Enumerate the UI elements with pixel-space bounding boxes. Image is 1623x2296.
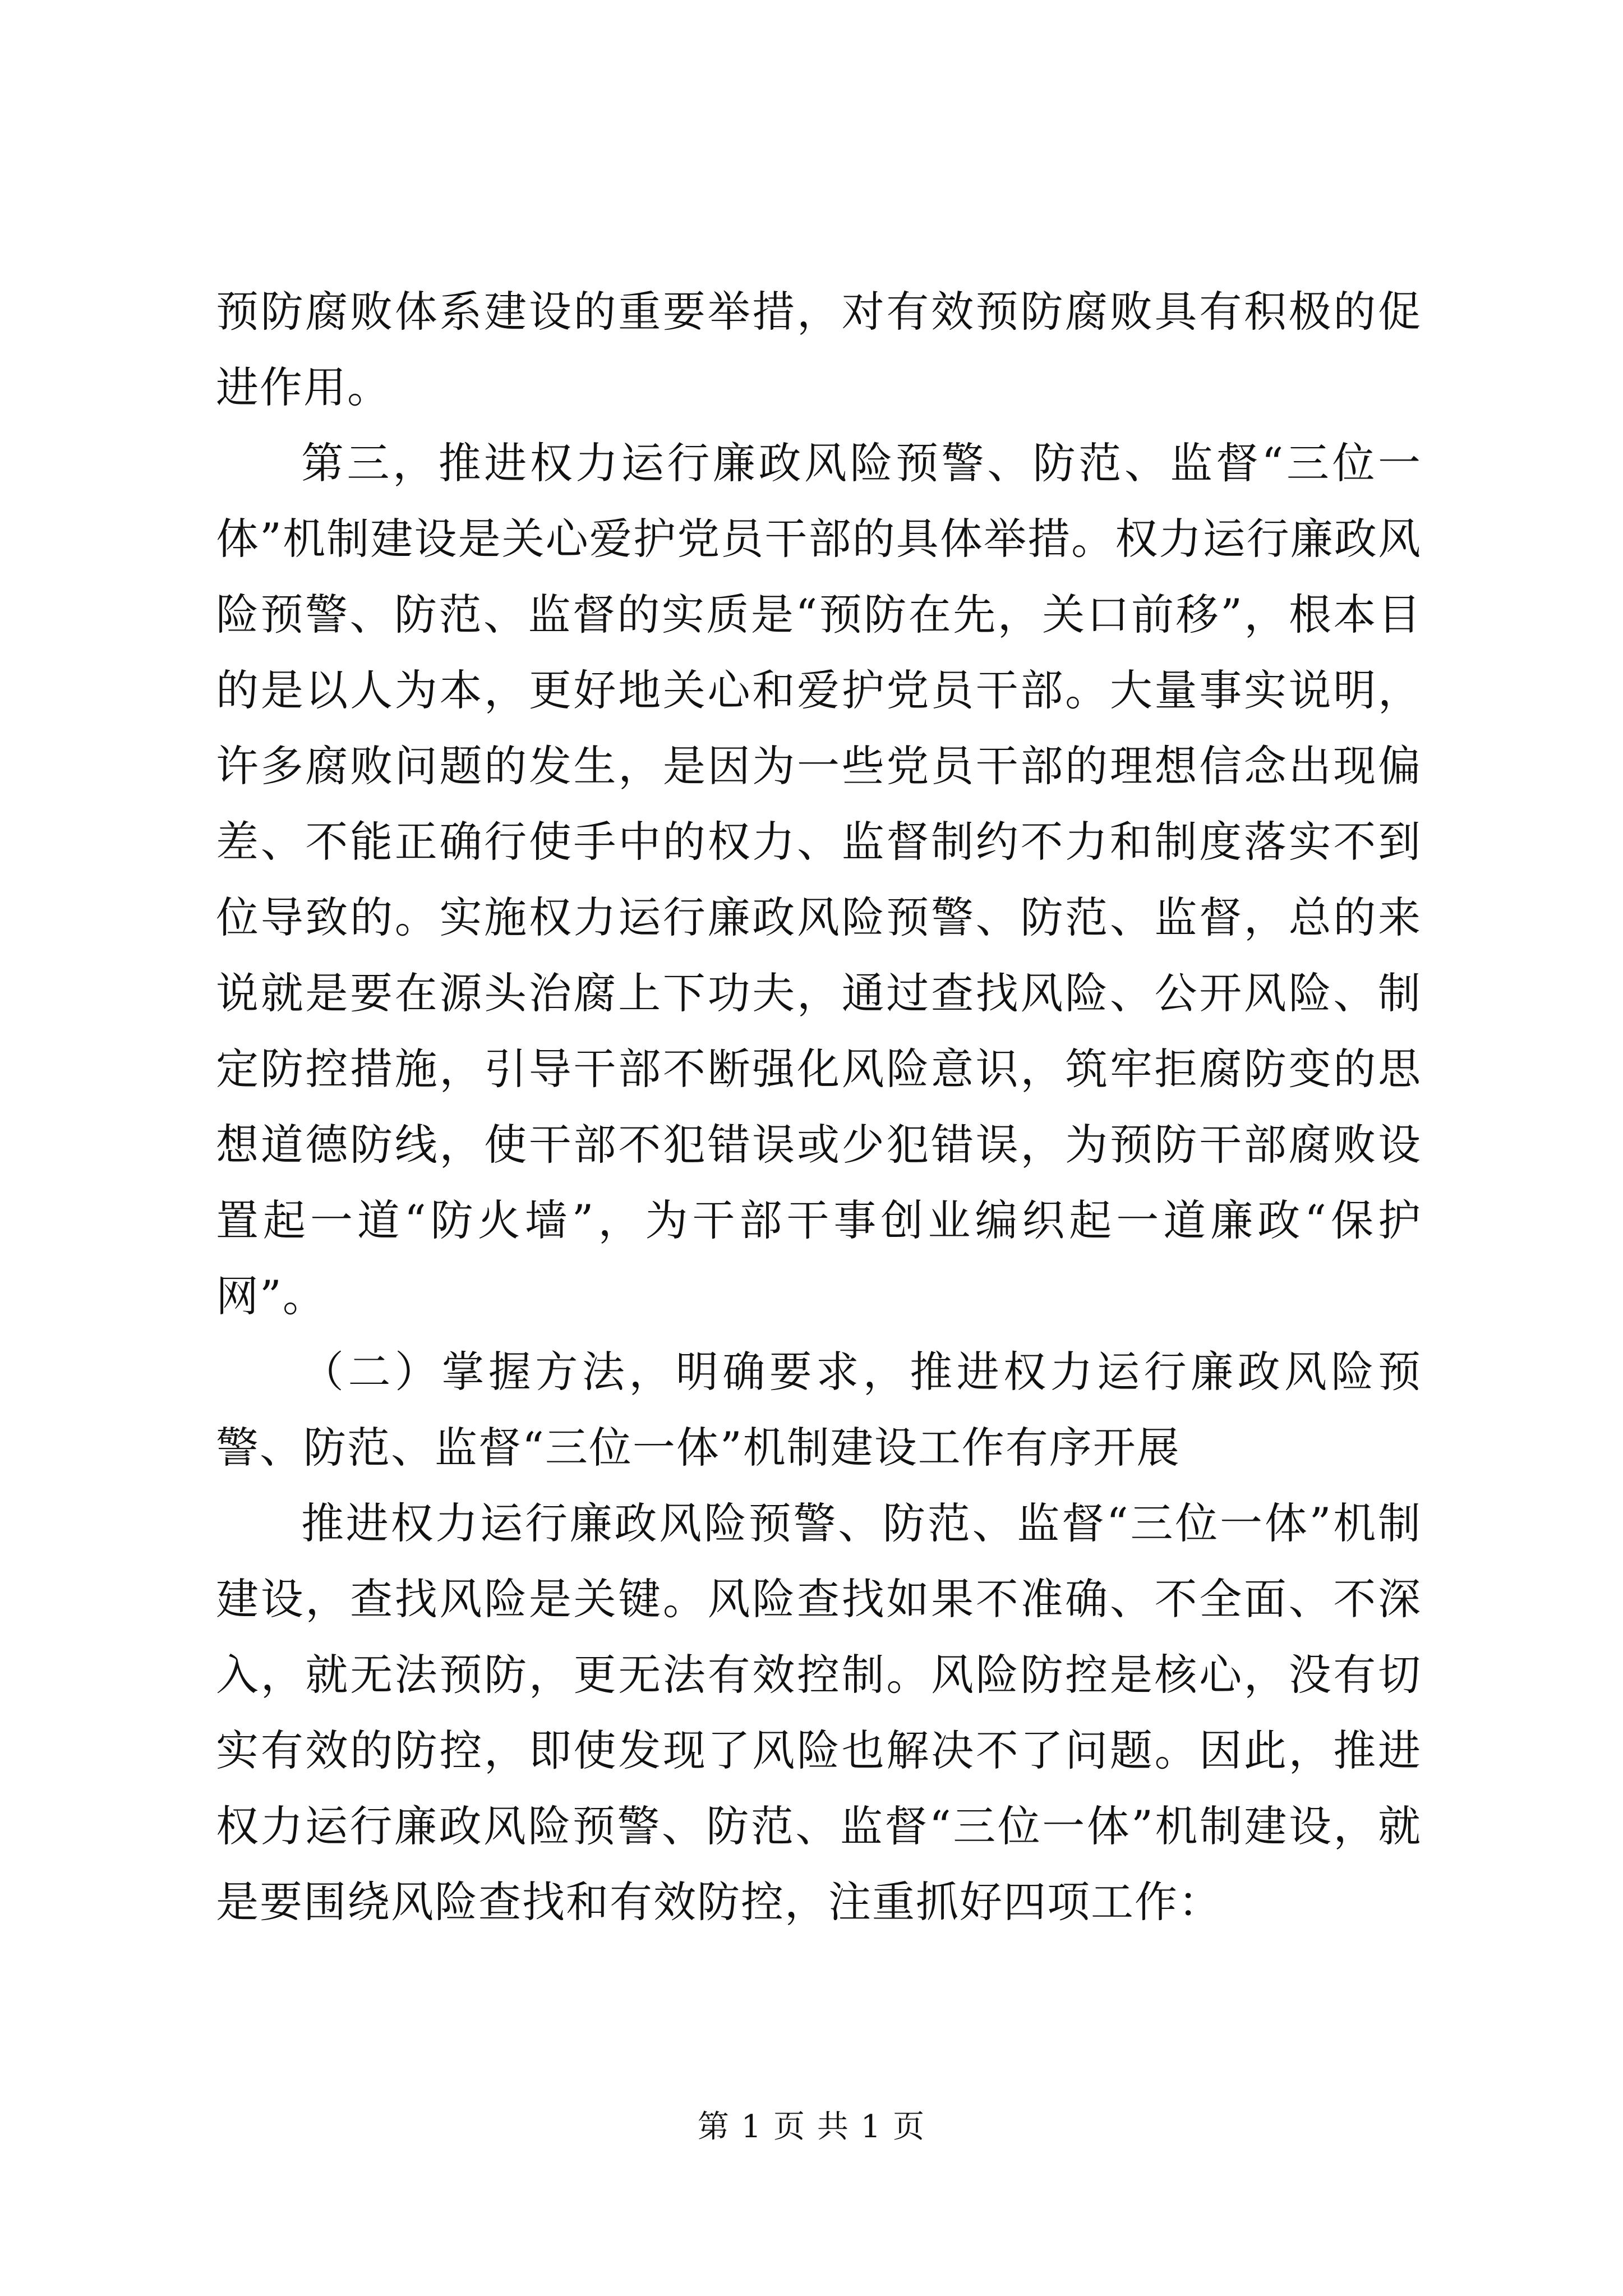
paragraph-continuation: 预防腐败体系建设的重要举措，对有效预防腐败具有积极的促进作用。 (216, 287, 1422, 412)
document-body (216, 274, 1422, 1940)
page-number-label: 第 1 页 共 1 页 (697, 2109, 926, 2145)
page-footer (0, 2105, 1623, 2150)
section-heading-two: （二）掌握方法，明确要求，推进权力运行廉政风险预警、防范、监督“三位一体”机制建设工作有序开展 (216, 1347, 1422, 1473)
paragraph-risk-finding: 推进权力运行廉政风险预警、防范、监督“三位一体”机制建设，查找风险是关键。风险查找如果不准确、不全面、不深入，就无法预防，更无法有效控制。风险防控是核心，没有切实有效的防控，即使发现了风险也解决不了问题。因此，推进权力运行廉政风险预警、防范、监督“三位一体”机制建设，就是要围绕风险查找和有效防控，注重抓好四项工作： (216, 1498, 1422, 1927)
paragraph-third-point: 第三，推进权力运行廉政风险预警、防范、监督“三位一体”机制建设是关心爱护党员干部的具体举措。权力运行廉政风险预警、防范、监督的实质是“预防在先，关口前移”，根本目的是以人为本，更好地关心和爱护党员干部。大量事实说明，许多腐败问题的发生，是因为一些党员干部的理想信念出现偏差、不能正确行使手中的权力、监督制约不力和制度落实不到位导致的。实施权力运行廉政风险预警、防范、监督，总的来说就是要在源头治腐上下功夫，通过查找风险、公开风险、制定防控措施，引导干部不断强化风险意识，筑牢拒腐防变的思想道德防线，使干部不犯错误或少犯错误，为预防干部腐败设置起一道“防火墙”，为干部干事创业编织起一道廉政“保护网”。 (216, 438, 1422, 1321)
